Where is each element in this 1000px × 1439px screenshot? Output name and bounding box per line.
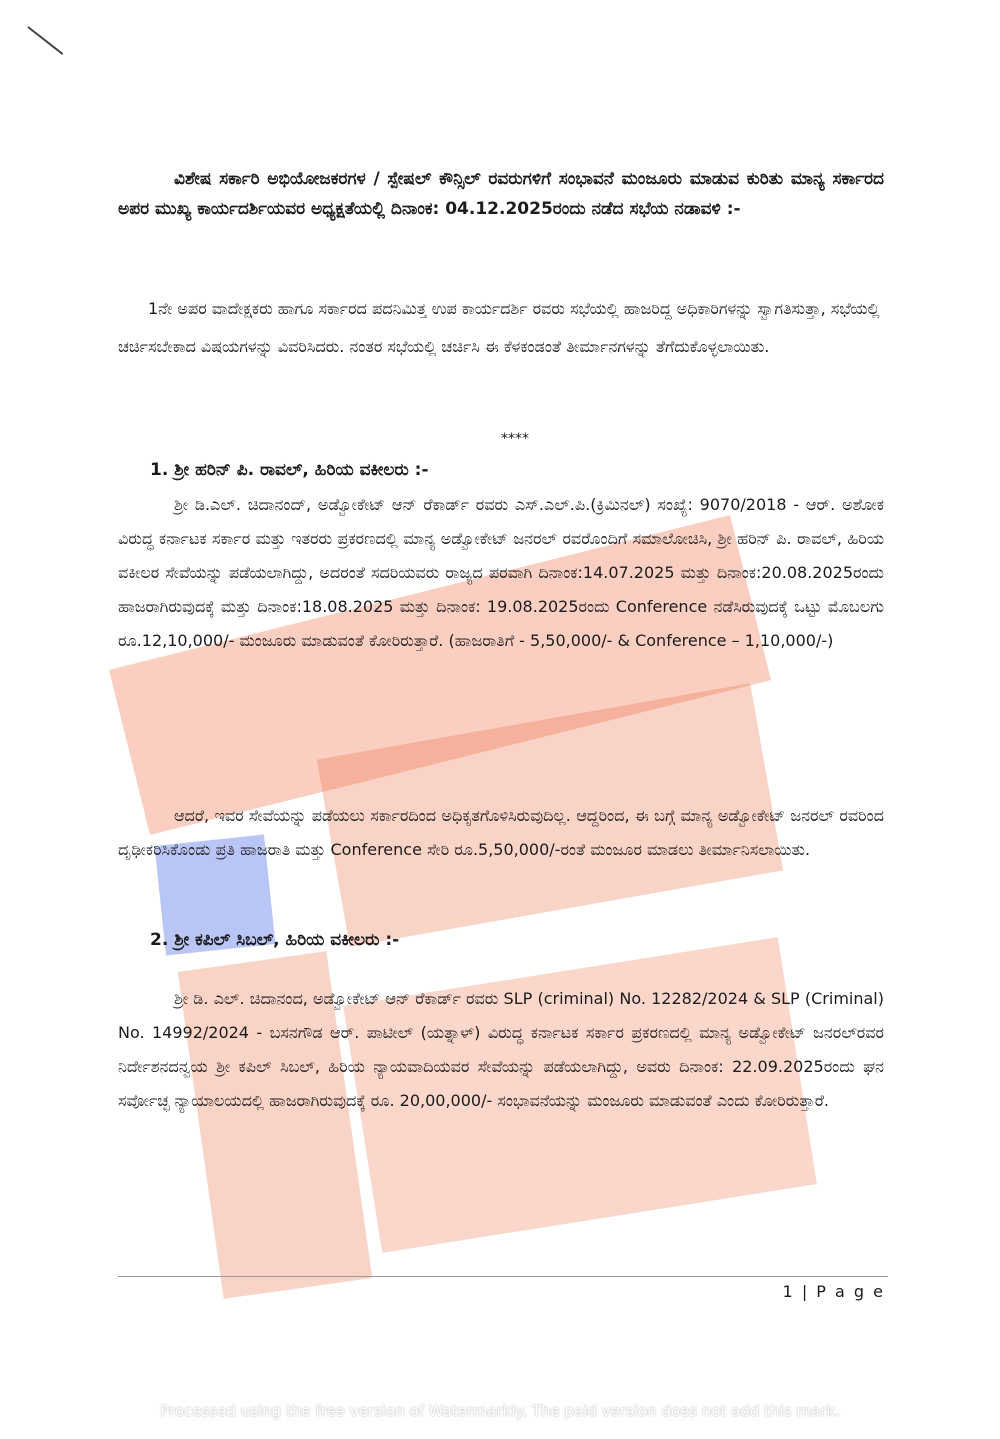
footer-divider [118,1276,888,1277]
item-2-paragraph-1: ಶ್ರೀ ಡಿ. ಎಲ್. ಚಿದಾನಂದ, ಅಡ್ವೋಕೇಟ್ ಆನ್ ರೆಕಾರ್ಡ್ ರವರು SLP (criminal) No. 12282/2024 & SLP (Criminal) No. 14992/2024 - ಬಸನಗೌಡ ಆರ್. ಪಾಟೀಲ್ (ಯತ್ನಾಳ್) ವಿರುದ್ಧ ಕರ್ನಾಟಕ ಸರ್ಕಾರ ಪ್ರಕರಣದಲ್ಲಿ ಮಾನ್ಯ ಅಡ್ವೋಕೇಟ್ ಜನರಲ್‌ರವರ ನಿರ್ದೇಶನದನ್ವಯ ಶ್ರೀ ಕಪಿಲ್ ಸಿಬಲ್, ಹಿರಿಯ ನ್ಯಾಯವಾದಿಯವರ ಸೇವೆಯನ್ನು ಪಡೆಯಲಾಗಿದ್ದು, ಅವರು ದಿನಾಂಕ: 22.09.2025ರಂದು ಘನ ಸರ್ವೋಚ್ಛ ನ್ಯಾಯಾಲಯದಲ್ಲಿ ಹಾಜರಾಗಿರುವುದಕ್ಕೆ ರೂ. 20,00,000/- ಸಂಭಾವನೆಯನ್ನು ಮಂಜೂರು ಮಾಡುವಂತೆ ಎಂದು ಕೋರಿರುತ್ತಾರೆ. [118,989,884,1110]
intro-paragraph: 1ನೇ ಅಪರ ವಾದೇಕ್ಷಕರು ಹಾಗೂ ಸರ್ಕಾರದ ಪದನಿಮಿತ್ತ ಉಪ ಕಾರ್ಯದರ್ಶಿ ರವರು ಸಭೆಯಲ್ಲಿ ಹಾಜರಿದ್ದ ಅಧಿಕಾರಿಗಳನ್ನು ಸ್ವಾಗತಿಸುತ್ತಾ, ಸಭೆಯಲ್ಲಿ ಚರ್ಚಿಸಬೇಕಾದ ವಿಷಯಗಳನ್ನು ವಿವರಿಸಿದರು. ನಂತರ ಸಭೆಯಲ್ಲಿ ಚರ್ಚಿಸಿ ಈ ಕೆಳಕಂಡಂತೆ ತೀರ್ಮಾನಗಳನ್ನು ತೆಗೆದುಕೊಳ್ಳಲಾಯಿತು. [118,299,880,356]
watermark-text: Processed using the free version of Watermarkly. The paid version does not add this mark. [160,1402,840,1420]
scan-mark [27,26,63,55]
item-2-heading: 2. ಶ್ರೀ ಕಪಿಲ್ ಸಿಬಲ್, ಹಿರಿಯ ವಕೀಲರು :- [150,930,400,950]
page-number: 1 | P a g e [782,1282,885,1301]
item-1-paragraph-2: ಆದರೆ, ಇವರ ಸೇವೆಯನ್ನು ಪಡೆಯಲು ಸರ್ಕಾರದಿಂದ ಅಧಿಕೃತಗೊಳಿಸಿರುವುದಿಲ್ಲ. ಆದ್ದರಿಂದ, ಈ ಬಗ್ಗೆ ಮಾನ್ಯ ಅಡ್ವೋಕೇಟ್ ಜನರಲ್ ರವರಿಂದ ದೃಢೀಕರಿಸಿಕೊಂಡು ಪ್ರತಿ ಹಾಜರಾತಿ ಮತ್ತು Conference ಸೇರಿ ರೂ.5,50,000/-ರಂತೆ ಮಂಜೂರ ಮಾಡಲು ತೀರ್ಮಾನಿಸಲಾಯಿತು. [118,806,884,859]
item-1-heading: 1. ಶ್ರೀ ಹರಿನ್ ಪಿ. ರಾವಲ್, ಹಿರಿಯ ವಕೀಲರು :- [150,460,429,480]
document-title: ವಿಶೇಷ ಸರ್ಕಾರಿ ಅಭಿಯೋಜಕರಗಳ / ಸ್ಪೇಷಲ್ ಕೌನ್ಸಿಲ್ ರವರುಗಳಿಗೆ ಸಂಭಾವನೆ ಮಂಜೂರು ಮಾಡುವ ಕುರಿತು ಮಾನ್ಯ ಸರ್ಕಾರದ ಅಪರ ಮುಖ್ಯ ಕಾರ್ಯದರ್ಶಿಯವರ ಅಧ್ಯಕ್ಷತೆಯಲ್ಲಿ ದಿನಾಂಕ: 04.12.2025ರಂದು ನಡೆದ ಸಭೆಯ ನಡಾವಳಿ :- [118,169,884,219]
item-1-paragraph-1: ಶ್ರೀ ಡಿ.ಎಲ್. ಚಿದಾನಂದ್, ಅಡ್ವೋಕೇಟ್ ಆನ್ ರೆಕಾರ್ಡ್ ರವರು ಎಸ್.ಎಲ್.ಪಿ.(ಕ್ರಿಮಿನಲ್) ಸಂಖ್ಯೆ: 9070/2018 - ಆರ್. ಅಶೋಕ ವಿರುದ್ಧ ಕರ್ನಾಟಕ ಸರ್ಕಾರ ಮತ್ತು ಇತರರು ಪ್ರಕರಣದಲ್ಲಿ ಮಾನ್ಯ ಅಡ್ವೋಕೇಟ್ ಜನರಲ್ ರವರೊಂದಿಗೆ ಸಮಾಲೋಚಿಸಿ, ಶ್ರೀ ಹರಿನ್ ಪಿ. ರಾವಲ್, ಹಿರಿಯ ವಕೀಲರ ಸೇವೆಯನ್ನು ಪಡೆಯಲಾಗಿದ್ದು, ಅದರಂತೆ ಸದರಿಯವರು ರಾಜ್ಯದ ಪರವಾಗಿ ದಿನಾಂಕ:14.07.2025 ಮತ್ತು ದಿನಾಂಕ:20.08.2025ರಂದು ಹಾಜರಾಗಿರುವುದಕ್ಕೆ ಮತ್ತು ದಿನಾಂಕ:18.08.2025 ಮತ್ತು ದಿನಾಂಕ: 19.08.2025ರಂದು Conference ನಡೆಸಿರುವುದಕ್ಕೆ ಒಟ್ಟು ಮೊಬಲಗು ರೂ.12,10,000/- ಮಂಜೂರು ಮಾಡುವಂತೆ ಕೋರಿರುತ್ತಾರೆ. (ಹಾಜರಾತಿಗೆ - 5,50,000/- & Conference – 1,10,000/-) [118,495,884,650]
section-separator: **** [501,431,529,447]
